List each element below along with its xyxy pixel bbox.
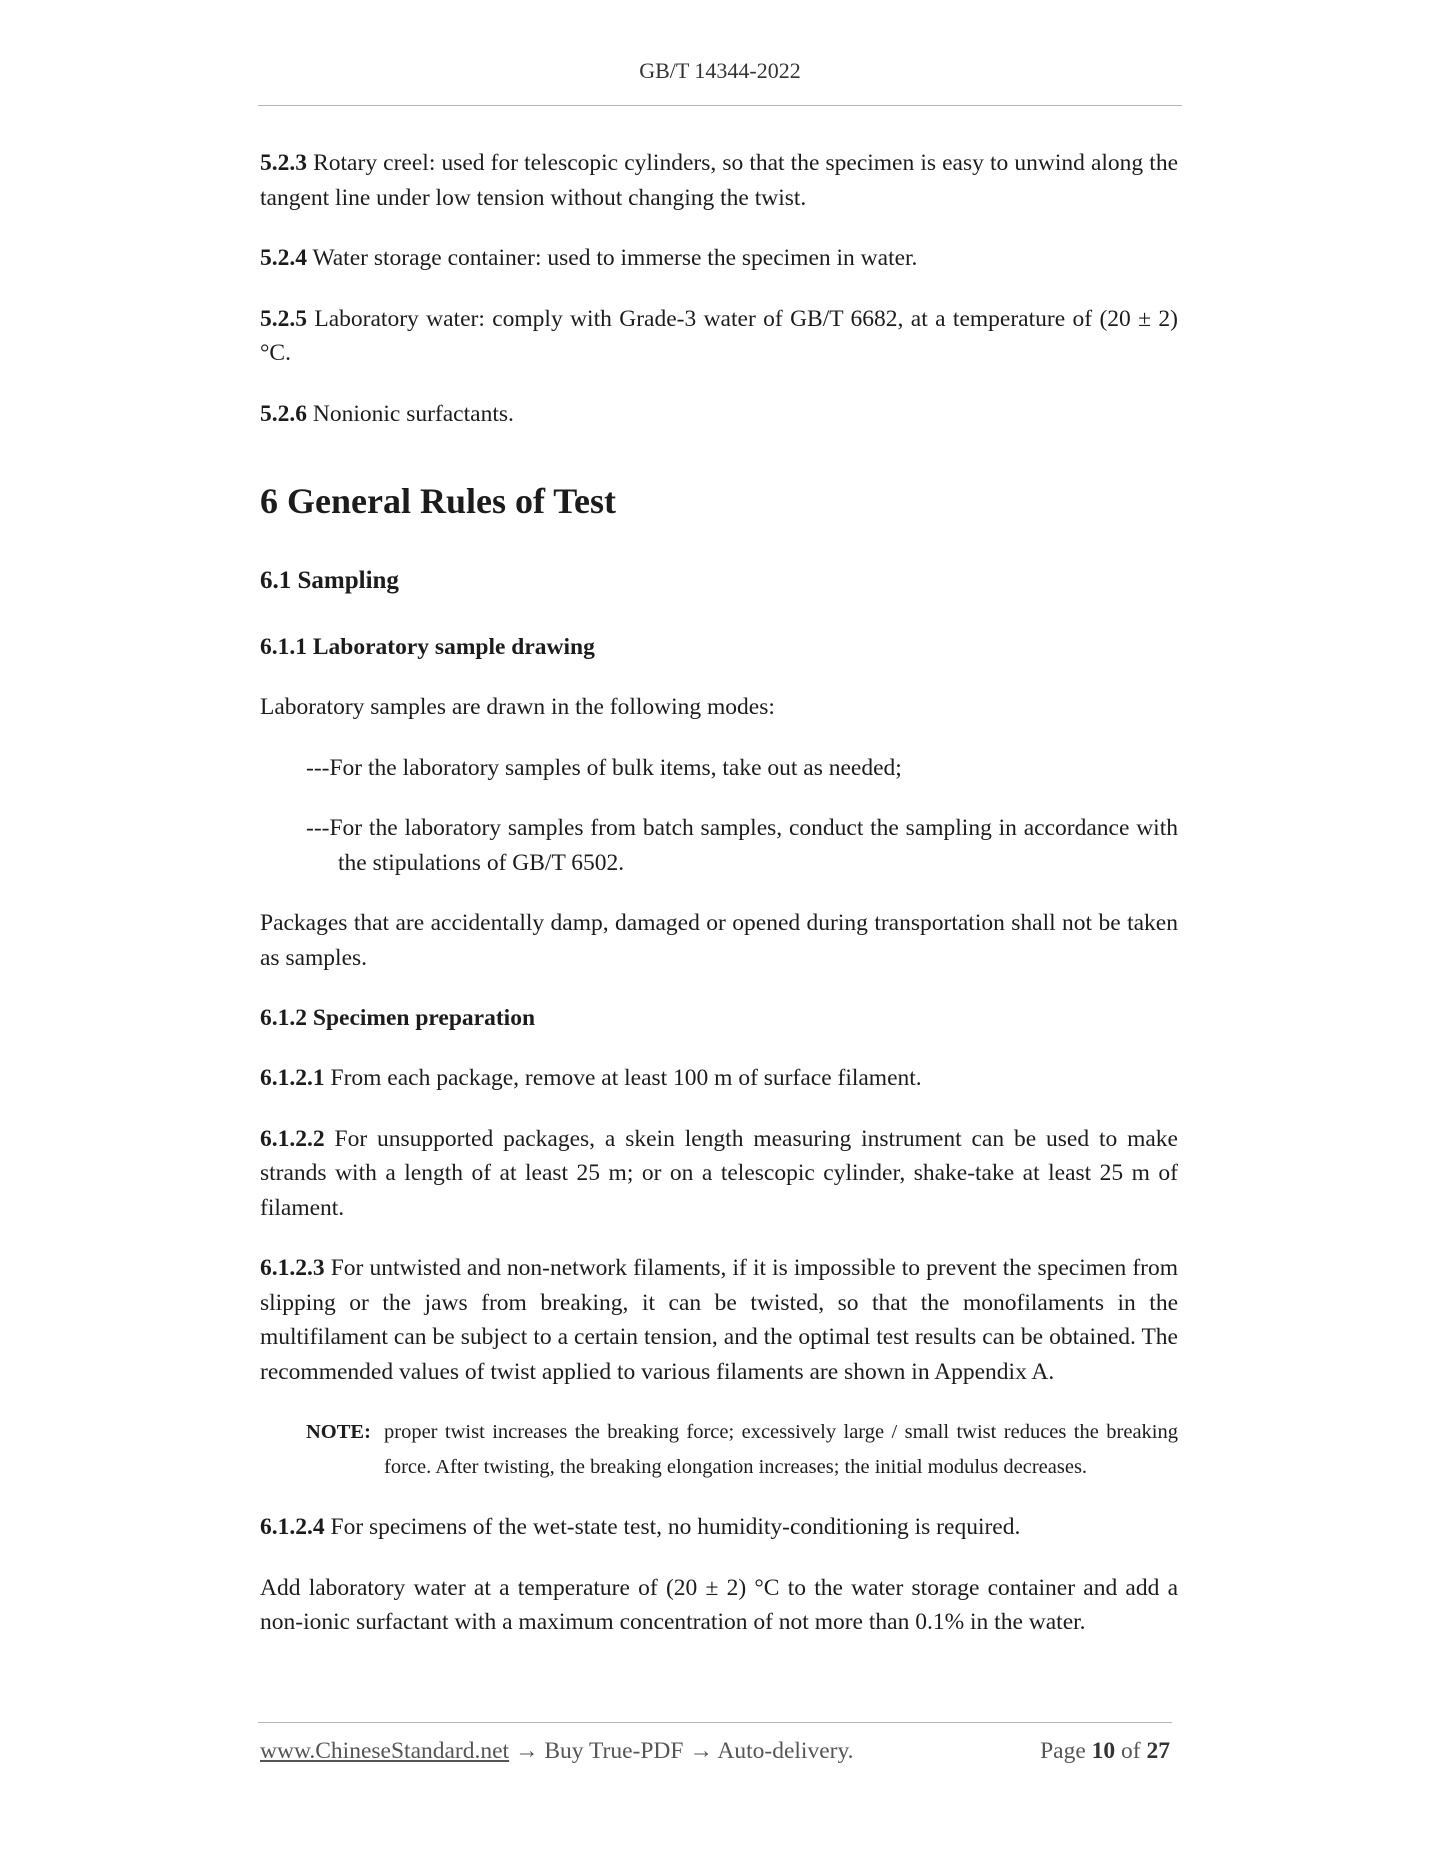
clause-6-1-2-2	[260, 1122, 1178, 1226]
clause-6-1-2-1	[260, 1061, 1178, 1096]
clause-text: From each package, remove at least 100 m of surface filament.	[324, 1065, 922, 1091]
note-label: NOTE:	[306, 1421, 371, 1443]
clause-number: 5.2.4	[260, 245, 307, 271]
footer-tagline: → Buy True-PDF → Auto-delivery.	[509, 1738, 854, 1764]
page-indicator	[1040, 1738, 1170, 1765]
total-page-count: 27	[1146, 1738, 1170, 1764]
section-heading-6-1-2: 6.1.2 Specimen preparation	[260, 1005, 536, 1031]
paragraph-add-water: Add laboratory water at a temperature of (20 ± 2) °C to the water storage container and add a non-ionic surfactant with a maximum concentration of not more than 0.1% in the water.	[260, 1574, 1178, 1635]
paragraph-packages: Packages that are accidentally damp, damaged or opened during transportation shall not be taken as samples.	[260, 910, 1178, 971]
clause-5-2-3	[260, 146, 1178, 215]
clause-5-2-4	[260, 241, 1178, 276]
clause-number: 6.1.2.1	[260, 1065, 325, 1091]
paragraph-modes: Laboratory samples are drawn in the following modes:	[260, 694, 775, 720]
clause-5-2-5	[260, 302, 1178, 371]
header-divider	[258, 105, 1182, 106]
clause-number: 6.1.2.2	[260, 1125, 325, 1152]
clause-text: Laboratory water: comply with Grade-3 water of GB/T 6682, at a temperature of (20 ± 2) °C.	[260, 305, 1178, 366]
clause-text: For specimens of the wet-state test, no humidity-conditioning is required.	[324, 1514, 1021, 1540]
clause-5-2-6	[260, 397, 1178, 432]
note-text: proper twist increases the breaking force; excessively large / small twist reduces the breaking force. After twisting, the breaking elongation increases; the initial modulus decreases.	[384, 1421, 1178, 1478]
section-heading-6-1: 6.1 Sampling	[260, 567, 399, 594]
page-word: Page	[1040, 1738, 1092, 1764]
footer-divider	[258, 1722, 1172, 1723]
current-page-number: 10	[1091, 1738, 1116, 1764]
list-item: ---For the laboratory samples of bulk items, take out as needed;	[306, 754, 902, 781]
page-header-title: GB/T 14344-2022	[639, 58, 801, 83]
clause-6-1-2-4	[260, 1510, 1178, 1545]
section-heading-6: 6 General Rules of Test	[260, 481, 616, 521]
clause-text: For unsupported packages, a skein length measuring instrument can be used to make strands with a length of at least 25 m; or on a telescopic cylinder, shake-take at least 25 m of filament.	[260, 1125, 1178, 1221]
section-heading-6-1-1: 6.1.1 Laboratory sample drawing	[260, 634, 595, 660]
clause-number: 5.2.5	[260, 305, 307, 332]
clause-text: Water storage container: used to immerse the specimen in water.	[307, 245, 918, 271]
clause-text: For untwisted and non-network filaments, if it is impossible to prevent the specimen from slipping or the jaws from breaking, it can be twisted, so that the monofilaments in the multifilament can be subject to a certain tension, and the optimal test results can be obtained. The recommended values of twist applied to various filaments are shown in Appendix A.	[260, 1255, 1178, 1385]
website-link[interactable]: www.ChineseStandard.net	[260, 1738, 510, 1764]
clause-text: Rotary creel: used for telescopic cylinders, so that the specimen is easy to unwind along the tangent line under low tension without changing the twist.	[260, 150, 1178, 211]
list-item: ---For the laboratory samples from batch samples, conduct the sampling in accordance with the stipulations of GB/T 6502.	[306, 815, 1178, 876]
clause-6-1-2-3	[260, 1251, 1178, 1389]
clause-text: Nonionic surfactants.	[307, 400, 514, 427]
of-word: of	[1115, 1738, 1147, 1764]
document-body	[260, 146, 1178, 1666]
clause-number: 5.2.6	[260, 400, 307, 427]
note-block	[306, 1415, 1178, 1484]
clause-number: 6.1.2.4	[260, 1514, 325, 1540]
footer-left	[260, 1738, 854, 1765]
clause-number: 6.1.2.3	[260, 1255, 325, 1281]
clause-number: 5.2.3	[260, 150, 307, 176]
